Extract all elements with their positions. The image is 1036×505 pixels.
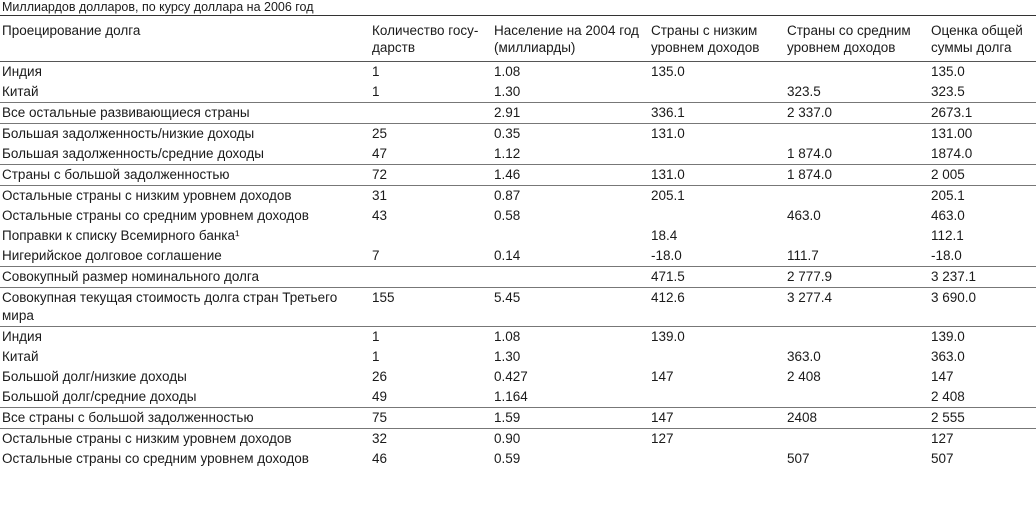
cell-countries: 46 [372, 451, 388, 466]
cell-countries: 1 [372, 64, 380, 79]
cell-label: Остальные страны со средним уровнем доходов [2, 451, 309, 466]
table-row [0, 206, 1036, 226]
cell-label: Большая задолженность/низкие доходы [2, 126, 255, 141]
cell-countries: 72 [372, 167, 388, 182]
debt-table [0, 15, 1036, 469]
cell-label: Индия [2, 329, 42, 344]
cell-countries: 7 [372, 248, 380, 263]
table-row [0, 387, 1036, 407]
cell-total-debt: 147 [931, 369, 954, 384]
cell-population: 1.46 [494, 167, 521, 182]
cell-label: Нигерийское долговое соглашение [2, 248, 222, 263]
table-row [0, 347, 1036, 367]
cell-middle-income: 323.5 [787, 84, 821, 99]
cell-middle-income: 2 777.9 [787, 269, 833, 284]
cell-total-debt: 131.00 [931, 126, 973, 141]
cell-low-income: 131.0 [651, 167, 685, 182]
cell-total-debt: 363.0 [931, 349, 965, 364]
cell-label: Большая задолженность/средние доходы [2, 146, 264, 161]
cell-population: 0.14 [494, 248, 521, 263]
cell-middle-income: 2408 [787, 410, 818, 425]
cell-low-income: 131.0 [651, 126, 685, 141]
table-row [0, 287, 1036, 326]
cell-population: 0.58 [494, 208, 521, 223]
cell-middle-income: 111.7 [787, 248, 819, 263]
cell-middle-income: 3 277.4 [787, 290, 833, 305]
cell-total-debt: 2 555 [931, 410, 965, 425]
header-total-debt: Оценка общей суммы долга [931, 23, 1023, 55]
cell-low-income: 18.4 [651, 228, 678, 243]
header-low-income: Страны с низким уровнем доходов [651, 23, 760, 55]
table-row [0, 326, 1036, 347]
cell-countries: 25 [372, 126, 388, 141]
cell-low-income: 147 [651, 369, 674, 384]
cell-total-debt: 2 005 [931, 167, 965, 182]
cell-population: 1.12 [494, 146, 521, 161]
cell-countries: 1 [372, 329, 380, 344]
cell-total-debt: 112.1 [931, 228, 964, 243]
cell-total-debt: 2673.1 [931, 105, 973, 120]
table-row [0, 82, 1036, 102]
cell-countries: 1 [372, 349, 380, 364]
header-population: Население на 2004 год (миллиарды) [494, 23, 639, 55]
table-row [0, 266, 1036, 287]
cell-total-debt: 463.0 [931, 208, 965, 223]
cell-low-income: 139.0 [651, 329, 685, 344]
cell-low-income: 205.1 [651, 188, 685, 203]
cell-countries: 75 [372, 410, 388, 425]
table-row [0, 62, 1036, 82]
cell-population: 5.45 [494, 290, 521, 305]
cell-label: Индия [2, 64, 42, 79]
cell-total-debt: 323.5 [931, 84, 965, 99]
cell-low-income: 336.1 [651, 105, 685, 120]
cell-total-debt: 135.0 [931, 64, 965, 79]
cell-label: Большой долг/низкие доходы [2, 369, 187, 384]
header-country-count: Количество госу- дарств [372, 23, 479, 55]
cell-countries: 155 [372, 290, 395, 305]
cell-low-income: -18.0 [651, 248, 682, 263]
table-row [0, 144, 1036, 164]
cell-total-debt: 205.1 [931, 188, 965, 203]
table-row [0, 226, 1036, 246]
cell-population: 2.91 [494, 105, 521, 120]
cell-population: 0.59 [494, 451, 521, 466]
cell-population: 1.08 [494, 64, 521, 79]
cell-low-income: 412.6 [651, 290, 685, 305]
cell-total-debt: 1874.0 [931, 146, 973, 161]
header-debt-projection: Проецирование долга [2, 23, 141, 38]
cell-countries: 26 [372, 369, 388, 384]
cell-label: Остальные страны со средним уровнем доходов [2, 208, 309, 223]
table-row [0, 123, 1036, 144]
cell-low-income: 127 [651, 431, 674, 446]
cell-label: Китай [2, 84, 39, 99]
cell-low-income: 147 [651, 410, 674, 425]
cell-countries: 31 [372, 188, 388, 203]
cell-middle-income: 2 408 [787, 369, 821, 384]
cell-low-income: 135.0 [651, 64, 685, 79]
cell-label: Все остальные развивающиеся страны [2, 105, 250, 120]
header-middle-income: Страны со средним уровнем доходов [787, 23, 911, 55]
cell-population: 0.427 [494, 369, 528, 384]
cell-middle-income: 507 [787, 451, 810, 466]
cell-total-debt: -18.0 [931, 248, 962, 263]
cell-label: Остальные страны с низким уровнем доходов [2, 188, 292, 203]
table-body [0, 62, 1036, 469]
table-row [0, 164, 1036, 185]
table-header-row [0, 15, 1036, 62]
table-row [0, 407, 1036, 428]
cell-total-debt: 127 [931, 431, 954, 446]
cell-countries: 49 [372, 389, 388, 404]
cell-label: Совокупный размер номинального долга [2, 269, 260, 284]
cell-label: Совокупная текущая стоимость долга стран Третьего мира [2, 290, 338, 323]
cell-countries: 43 [372, 208, 388, 223]
cell-population: 1.164 [494, 389, 528, 404]
cell-low-income: 471.5 [651, 269, 685, 284]
cell-population: 1.30 [494, 84, 521, 99]
cell-label: Страны с большой задолженностью [2, 167, 230, 182]
cell-label: Большой долг/средние доходы [2, 389, 197, 404]
cell-middle-income: 463.0 [787, 208, 821, 223]
cell-countries: 47 [372, 146, 388, 161]
cell-population: 0.90 [494, 431, 521, 446]
table-row [0, 102, 1036, 123]
cell-label: Поправки к списку Всемирного банка¹ [2, 228, 240, 243]
table-row [0, 449, 1036, 469]
cell-population: 1.08 [494, 329, 521, 344]
cell-countries: 1 [372, 84, 380, 99]
cell-total-debt: 3 690.0 [931, 290, 977, 305]
table-caption: Миллиардов долларов, по курсу доллара на 2006 год [2, 0, 314, 14]
cell-total-debt: 507 [931, 451, 954, 466]
table-row [0, 367, 1036, 387]
cell-label: Китай [2, 349, 39, 364]
cell-population: 0.87 [494, 188, 521, 203]
cell-population: 0.35 [494, 126, 521, 141]
cell-population: 1.59 [494, 410, 521, 425]
cell-middle-income: 1 874.0 [787, 146, 833, 161]
cell-total-debt: 3 237.1 [931, 269, 977, 284]
table-row [0, 246, 1036, 266]
cell-label: Все страны с большой задолженностью [2, 410, 254, 425]
cell-label: Остальные страны с низким уровнем доходов [2, 431, 292, 446]
cell-middle-income: 2 337.0 [787, 105, 833, 120]
cell-middle-income: 363.0 [787, 349, 821, 364]
cell-population: 1.30 [494, 349, 521, 364]
cell-total-debt: 139.0 [931, 329, 965, 344]
table-row [0, 185, 1036, 206]
cell-middle-income: 1 874.0 [787, 167, 833, 182]
table-row [0, 428, 1036, 449]
cell-countries: 32 [372, 431, 388, 446]
cell-total-debt: 2 408 [931, 389, 965, 404]
